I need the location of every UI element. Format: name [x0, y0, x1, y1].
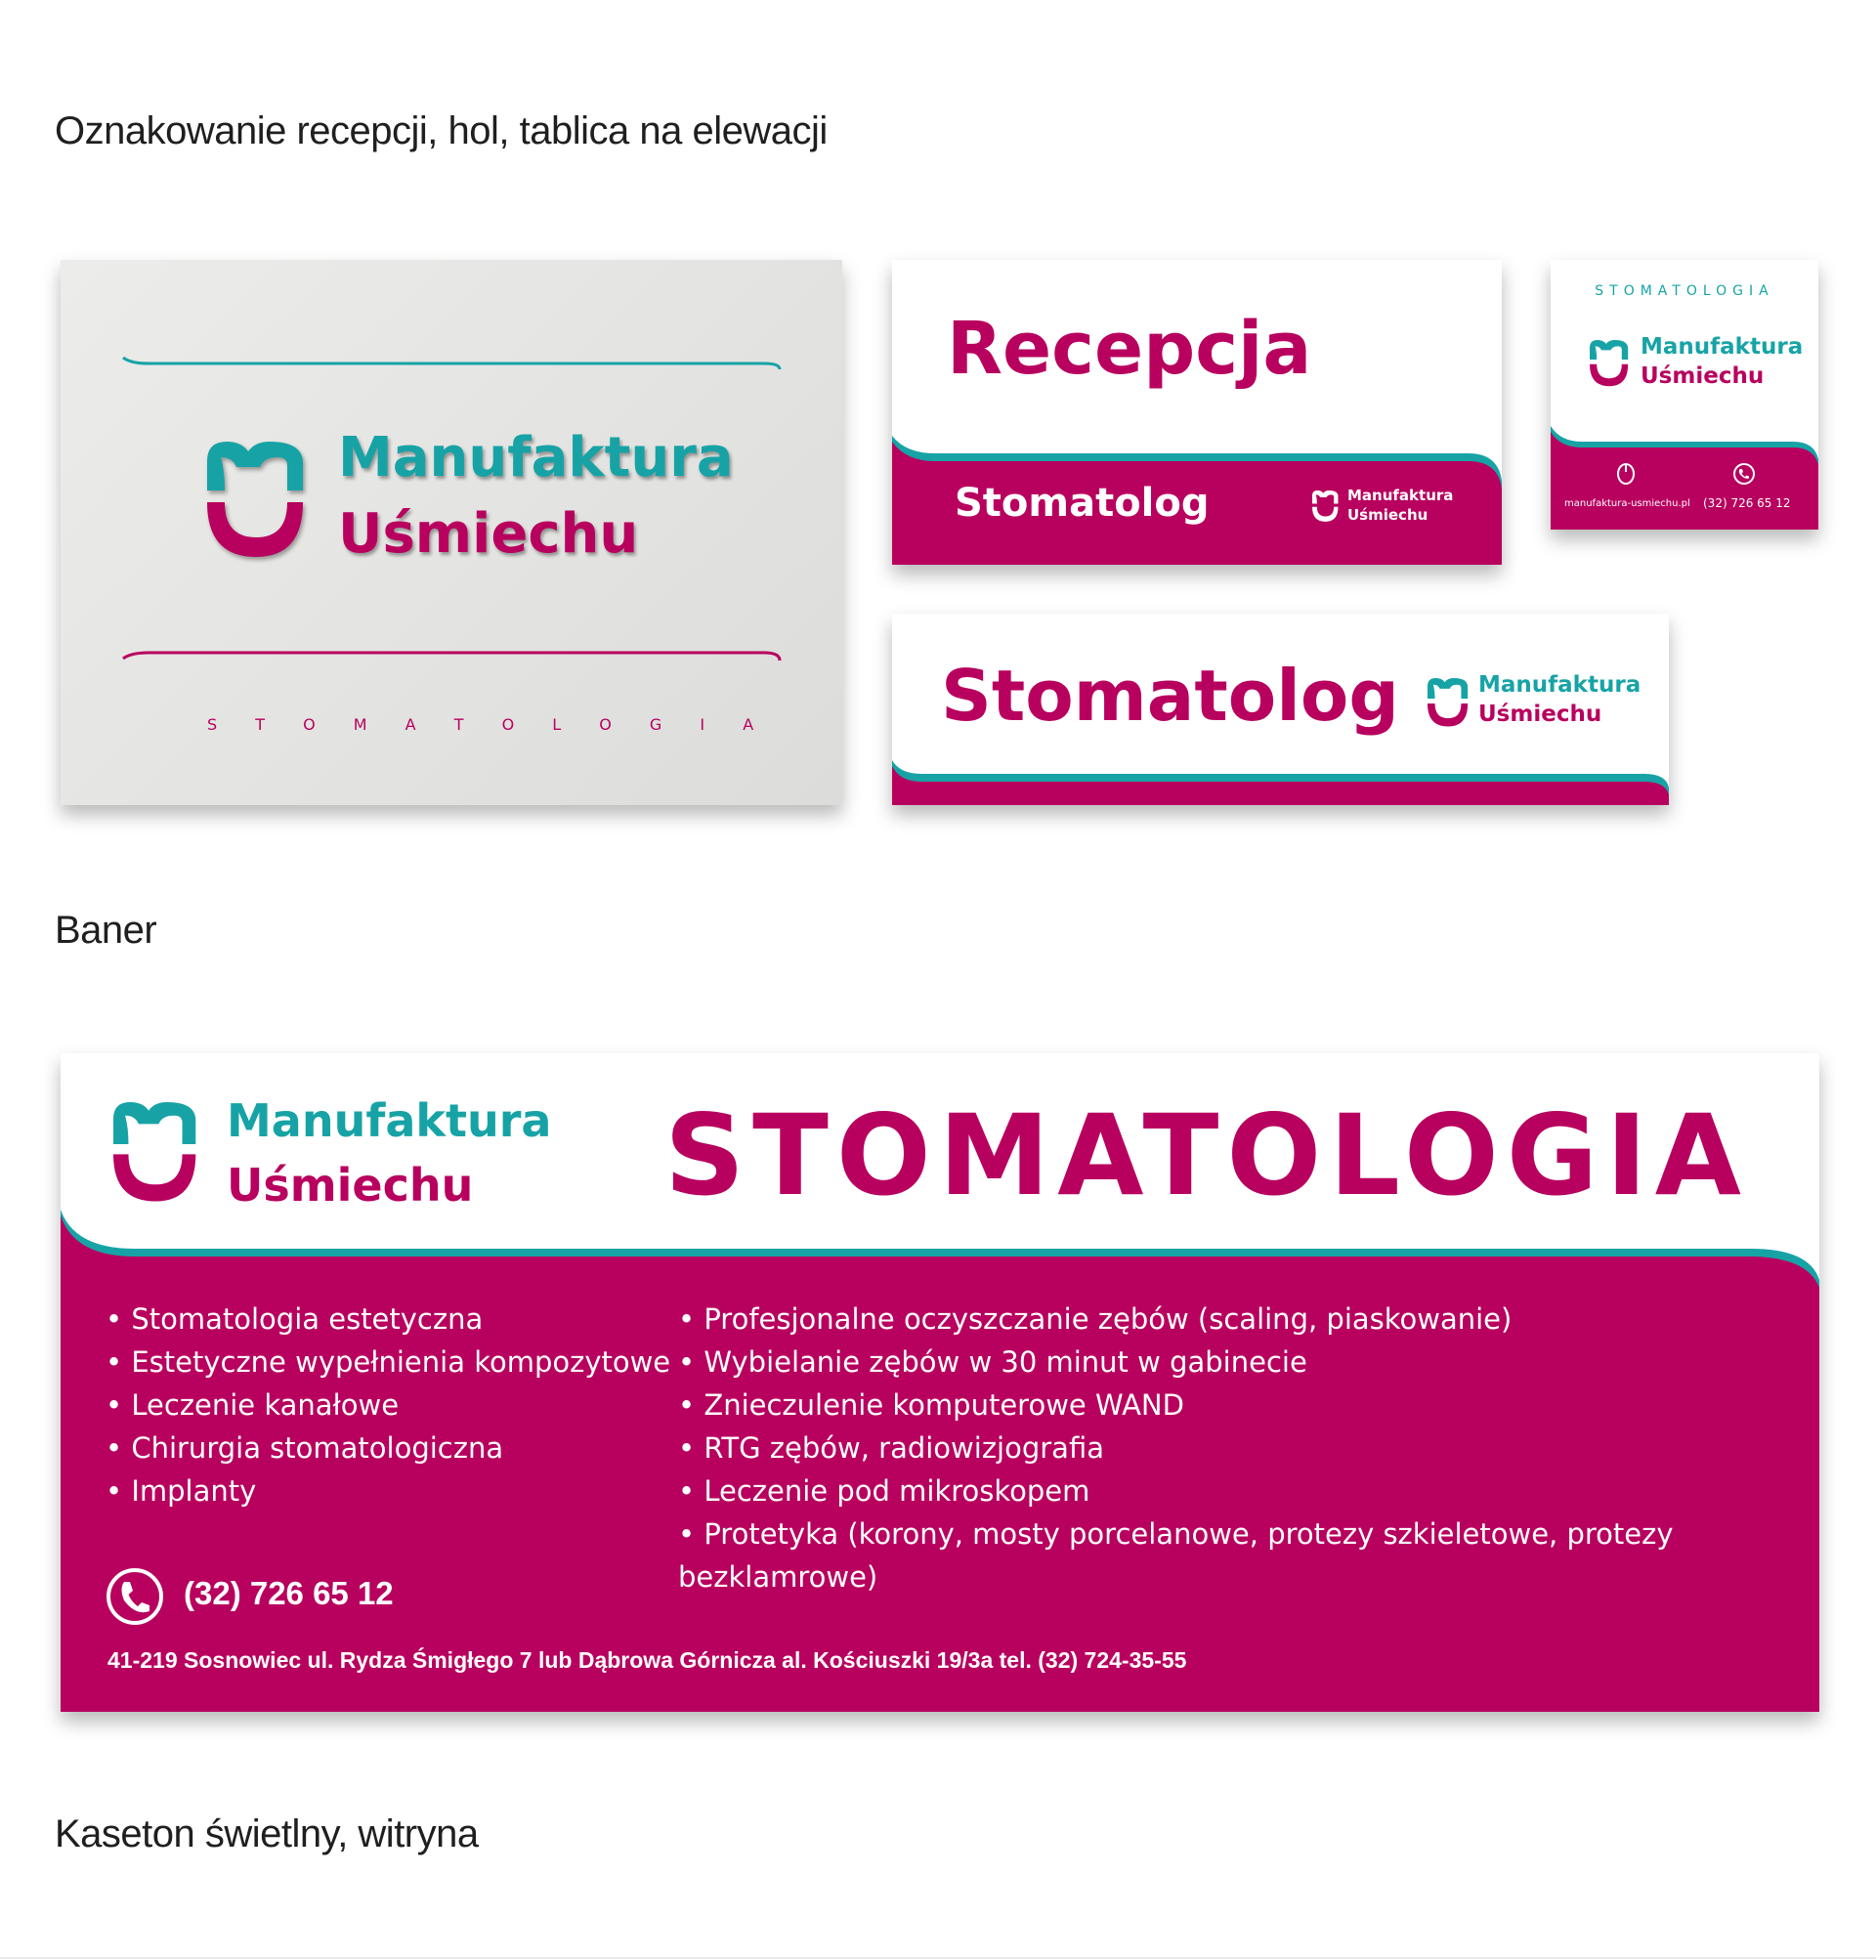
list-item: • Stomatologia estetyczna [106, 1298, 670, 1341]
list-item: • RTG zębów, radiowizjografia [678, 1427, 1819, 1470]
list-item: • Wybielanie zębów w 30 minut w gabinecie [678, 1341, 1819, 1384]
brand-name-line1: Manufaktura [338, 426, 734, 490]
list-item: • Leczenie kanałowe [106, 1384, 670, 1427]
contact-tagline: STOMATOLOGIA [1595, 283, 1774, 299]
brand-name-line1: Manufaktura [227, 1094, 552, 1147]
plaque-tagline: S T O M A T O L O G I A [207, 715, 771, 734]
section-heading-banner: Baner [55, 909, 157, 952]
section-heading-signage: Oznakowanie recepcji, hol, tablica na elewacji [55, 109, 828, 152]
dentist-sign [892, 614, 1669, 805]
brand-name-line2: Uśmiechu [1478, 702, 1602, 727]
list-item: • Znieczulenie komputerowe WAND [678, 1384, 1819, 1427]
banner-address: 41-219 Sosnowiec ul. Rydza Śmigłego 7 lub Dąbrowa Górnicza al. Kościuszki 19/3a tel. (32) 724-35-55 [107, 1647, 1187, 1673]
reception-title: Recepcja [947, 307, 1312, 391]
list-item: • Leczenie pod mikroskopem [678, 1470, 1819, 1513]
banner [61, 1053, 1819, 1712]
banner-title: STOMATOLOGIA [664, 1090, 1749, 1220]
brand-name-line2: Uśmiechu [227, 1159, 474, 1212]
list-item: • Estetyczne wypełnienia kompozytowe [106, 1341, 670, 1384]
tooth-smile-icon [1590, 340, 1628, 386]
list-item: • Protetyka (korony, mosty porcelanowe, protezy szkieletowe, protezy bezklamrowe) [678, 1513, 1819, 1598]
brand-name-line1: Manufaktura [1478, 672, 1642, 698]
contact-sign [1551, 260, 1818, 530]
brand-name-line2: Uśmiechu [1347, 506, 1428, 524]
brand-name-line1: Manufaktura [1641, 334, 1804, 360]
contact-website: manufaktura-usmiechu.pl [1564, 498, 1690, 509]
dentist-title: Stomatolog [941, 655, 1399, 737]
contact-phone: (32) 726 65 12 [1703, 496, 1791, 510]
list-item: • Chirurgia stomatologiczna [106, 1427, 670, 1470]
section-heading-lightbox: Kaseton świetlny, witryna [55, 1812, 479, 1855]
list-item: • Profesjonalne oczyszczanie zębów (scaling, piaskowanie) [678, 1298, 1819, 1341]
bottom-divider [0, 1957, 1876, 1959]
reception-sign [892, 260, 1502, 565]
brand-name-line2: Uśmiechu [338, 502, 639, 566]
tooth-smile-icon [1428, 678, 1468, 727]
banner-phone: (32) 726 65 12 [184, 1575, 394, 1611]
brand-name-line2: Uśmiechu [1641, 363, 1765, 389]
services-left-list [106, 1298, 670, 1513]
tooth-smile-icon [207, 442, 303, 557]
list-item: • Implanty [106, 1470, 670, 1513]
reception-subtitle: Stomatolog [955, 481, 1210, 526]
contact-sign-decor [1551, 260, 1818, 530]
facade-plaque [61, 260, 842, 805]
services-right-list [678, 1298, 1819, 1598]
tooth-smile-icon [113, 1102, 195, 1201]
brand-name-line1: Manufaktura [1347, 487, 1454, 504]
